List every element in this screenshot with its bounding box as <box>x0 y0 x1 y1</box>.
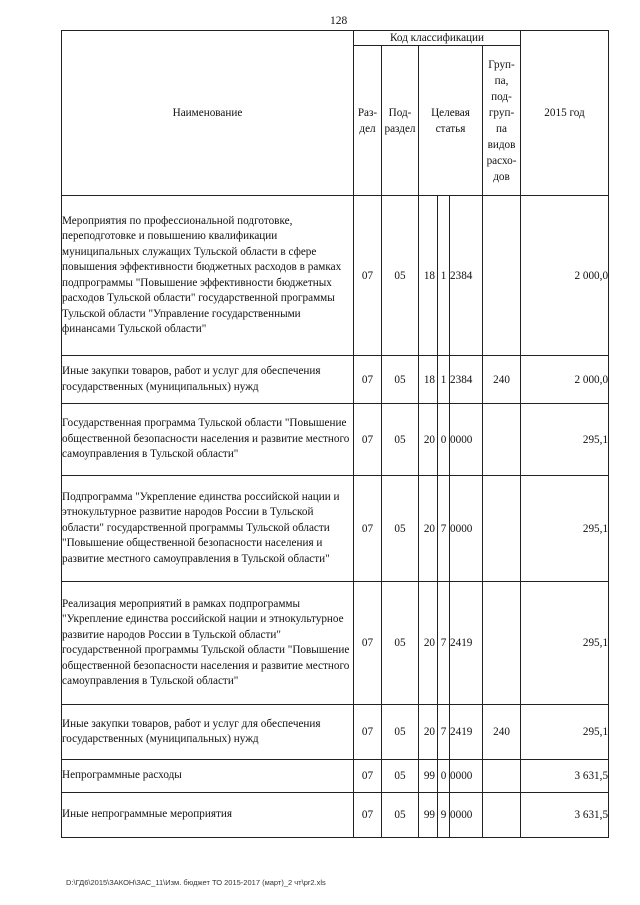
row-razdel: 07 <box>354 404 382 476</box>
table-row <box>62 760 609 793</box>
row-target-part2: 9 <box>438 793 450 838</box>
row-expense-group <box>483 793 521 838</box>
row-target-part2: 7 <box>438 582 450 705</box>
row-amount: 295,1 <box>521 404 609 476</box>
row-target-part3: 0000 <box>450 404 483 476</box>
row-target-part1: 99 <box>419 793 438 838</box>
row-target-part2: 1 <box>438 196 450 356</box>
row-amount: 3 631,5 <box>521 793 609 838</box>
row-target-part2: 0 <box>438 404 450 476</box>
header-target-article: Целевая статья <box>419 46 483 196</box>
row-amount: 3 631,5 <box>521 760 609 793</box>
row-expense-group <box>483 760 521 793</box>
row-target-part1: 18 <box>419 196 438 356</box>
row-name: Мероприятия по профессиональной подготовке, переподготовке и повышению квалификации муниципальных служащих Тульской области в сфере повышения эффективности бюджетных расходов в рамках подпрограммы "Повышение эффективности бюджетных расходов Тульской области" государственной программы Тульской области "Управление государственными финансами Тульской области" <box>62 196 354 356</box>
row-podrazdel: 05 <box>382 476 419 582</box>
row-expense-group <box>483 196 521 356</box>
row-target-part1: 20 <box>419 404 438 476</box>
table-row <box>62 356 609 404</box>
row-name: Иные закупки товаров, работ и услуг для обеспечения государственных (муниципальных) нужд <box>62 705 354 760</box>
row-podrazdel: 05 <box>382 356 419 404</box>
row-target-part2: 1 <box>438 356 450 404</box>
row-podrazdel: 05 <box>382 760 419 793</box>
row-target-part1: 20 <box>419 705 438 760</box>
budget-table <box>61 30 609 838</box>
row-razdel: 07 <box>354 476 382 582</box>
row-amount: 2 000,0 <box>521 196 609 356</box>
page-number: 128 <box>330 15 348 27</box>
row-name: Реализация мероприятий в рамках подпрограммы "Укрепление единства российской нации и этнокультурное развитие народов России в Тульской области" государственной программы Тульской области "Повышение общественной безопасности населения и развитие местного самоуправления в Тульской области" <box>62 582 354 705</box>
row-expense-group <box>483 404 521 476</box>
row-target-part1: 99 <box>419 760 438 793</box>
row-razdel: 07 <box>354 760 382 793</box>
row-target-part3: 2384 <box>450 196 483 356</box>
row-target-part2: 7 <box>438 705 450 760</box>
row-target-part1: 20 <box>419 582 438 705</box>
row-razdel: 07 <box>354 196 382 356</box>
header-year: 2015 год <box>521 31 609 196</box>
row-amount: 295,1 <box>521 582 609 705</box>
header-razdel: Раз- дел <box>354 46 382 196</box>
row-target-part1: 18 <box>419 356 438 404</box>
row-target-part3: 0000 <box>450 476 483 582</box>
row-podrazdel: 05 <box>382 582 419 705</box>
header-name: Наименование <box>62 31 354 196</box>
row-amount: 295,1 <box>521 705 609 760</box>
row-razdel: 07 <box>354 705 382 760</box>
table-row <box>62 476 609 582</box>
row-expense-group <box>483 476 521 582</box>
table-row <box>62 582 609 705</box>
header-expense-group: Груп- па, под- груп- па видов расхо- дов <box>483 46 521 196</box>
row-target-part3: 0000 <box>450 793 483 838</box>
row-expense-group <box>483 582 521 705</box>
table-row <box>62 793 609 838</box>
file-path-footer: D:\ГД6\2015\ЗАКОН\ЗАС_11\Изм. бюджет ТО 2015-2017 (март)_2 чт\pr2.xls <box>66 878 326 887</box>
row-razdel: 07 <box>354 793 382 838</box>
table-row <box>62 196 609 356</box>
row-podrazdel: 05 <box>382 404 419 476</box>
row-name: Государственная программа Тульской области "Повышение общественной безопасности населения и развитие местного самоуправления в Тульской области" <box>62 404 354 476</box>
row-name: Непрограммные расходы <box>62 760 354 793</box>
row-target-part3: 0000 <box>450 760 483 793</box>
row-expense-group: 240 <box>483 356 521 404</box>
header-podrazdel: Под- раздел <box>382 46 419 196</box>
row-podrazdel: 05 <box>382 705 419 760</box>
row-target-part3: 2384 <box>450 356 483 404</box>
row-target-part2: 0 <box>438 760 450 793</box>
row-target-part3: 2419 <box>450 705 483 760</box>
row-target-part3: 2419 <box>450 582 483 705</box>
row-name: Подпрограмма "Укрепление единства российской нации и этнокультурное развитие народов России в Тульской области" государственной программы Тульской области "Повышение общественной безопасности населения и развитие местного самоуправления в Тульской области" <box>62 476 354 582</box>
table-row <box>62 404 609 476</box>
row-podrazdel: 05 <box>382 196 419 356</box>
row-amount: 2 000,0 <box>521 356 609 404</box>
row-target-part1: 20 <box>419 476 438 582</box>
row-razdel: 07 <box>354 582 382 705</box>
row-name: Иные закупки товаров, работ и услуг для обеспечения государственных (муниципальных) нужд <box>62 356 354 404</box>
row-podrazdel: 05 <box>382 793 419 838</box>
row-expense-group: 240 <box>483 705 521 760</box>
row-name: Иные непрограммные мероприятия <box>62 793 354 838</box>
table-row <box>62 705 609 760</box>
row-target-part2: 7 <box>438 476 450 582</box>
header-classification: Код классификации <box>354 31 521 46</box>
row-amount: 295,1 <box>521 476 609 582</box>
row-razdel: 07 <box>354 356 382 404</box>
